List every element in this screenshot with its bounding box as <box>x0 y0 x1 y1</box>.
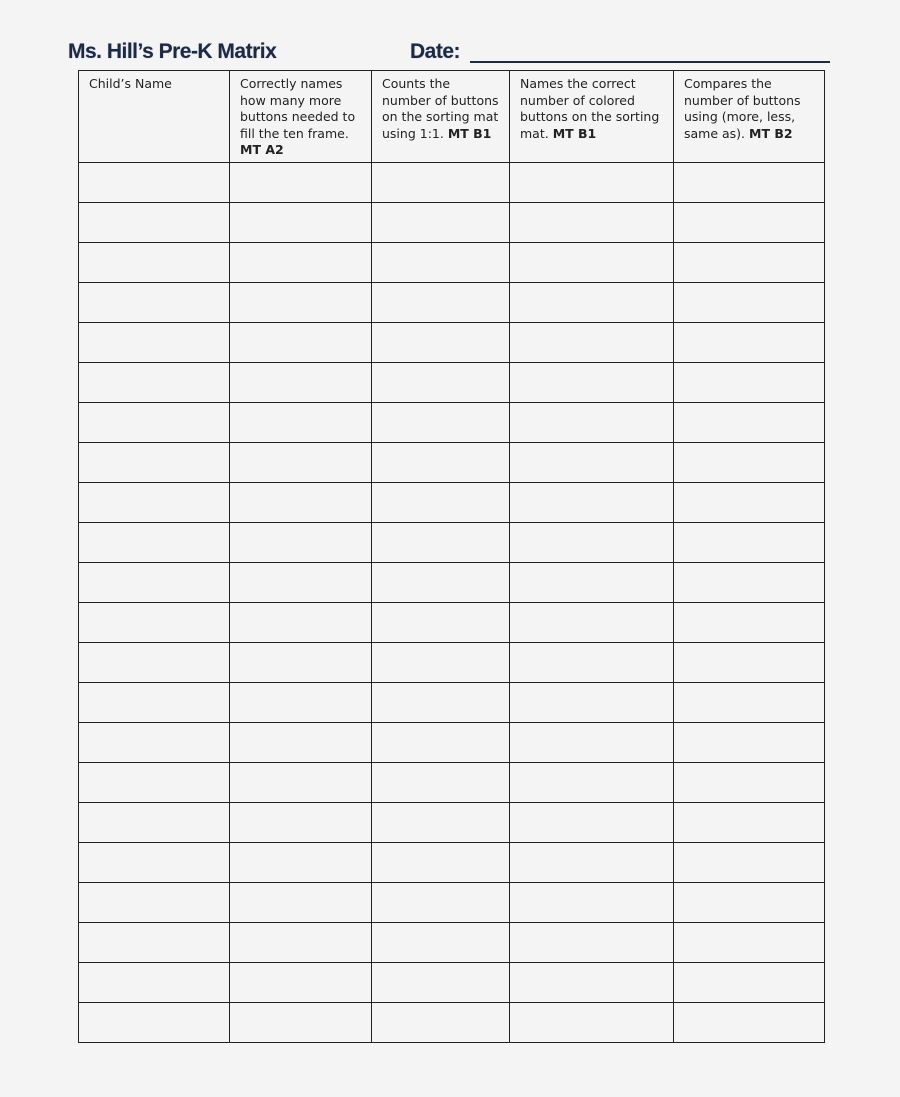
table-cell[interactable] <box>674 923 825 963</box>
table-cell[interactable] <box>230 523 372 563</box>
column-header-counts-buttons <box>372 71 510 163</box>
column-header-text: Names the correct number of colored buttons on the sorting mat. <box>520 76 660 141</box>
table-row <box>79 563 825 603</box>
table-cell[interactable] <box>510 443 674 483</box>
table-cell[interactable] <box>79 923 230 963</box>
table-cell[interactable] <box>372 1003 510 1043</box>
table-cell[interactable] <box>230 843 372 883</box>
table-cell[interactable] <box>372 763 510 803</box>
table-cell[interactable] <box>372 883 510 923</box>
table-cell[interactable] <box>230 203 372 243</box>
table-cell[interactable] <box>79 803 230 843</box>
table-cell[interactable] <box>79 443 230 483</box>
table-cell[interactable] <box>674 1003 825 1043</box>
table-cell[interactable] <box>510 523 674 563</box>
table-cell[interactable] <box>230 763 372 803</box>
table-row <box>79 763 825 803</box>
table-cell[interactable] <box>230 483 372 523</box>
table-row <box>79 843 825 883</box>
table-cell[interactable] <box>230 723 372 763</box>
table-row <box>79 483 825 523</box>
table-cell[interactable] <box>372 363 510 403</box>
table-cell[interactable] <box>79 963 230 1003</box>
column-header-compares-buttons <box>674 71 825 163</box>
table-cell[interactable] <box>79 523 230 563</box>
table-cell[interactable] <box>510 963 674 1003</box>
table-cell[interactable] <box>510 483 674 523</box>
table-cell[interactable] <box>674 283 825 323</box>
table-row <box>79 443 825 483</box>
table-cell[interactable] <box>372 483 510 523</box>
table-cell[interactable] <box>79 843 230 883</box>
table-cell[interactable] <box>79 403 230 443</box>
table-row <box>79 283 825 323</box>
table-cell[interactable] <box>230 603 372 643</box>
table-cell[interactable] <box>372 923 510 963</box>
table-cell[interactable] <box>79 1003 230 1043</box>
table-row <box>79 163 825 203</box>
table-cell[interactable] <box>510 803 674 843</box>
table-cell[interactable] <box>510 763 674 803</box>
standard-code: MT B1 <box>552 125 597 141</box>
table-cell[interactable] <box>674 883 825 923</box>
table-cell[interactable] <box>230 323 372 363</box>
table-cell[interactable] <box>674 443 825 483</box>
table-cell[interactable] <box>510 683 674 723</box>
page-title: Ms. Hill’s Pre-K Matrix <box>68 40 277 63</box>
table-cell[interactable] <box>230 963 372 1003</box>
table-cell[interactable] <box>79 643 230 683</box>
table-cell[interactable] <box>510 603 674 643</box>
table-row <box>79 203 825 243</box>
table-cell[interactable] <box>674 843 825 883</box>
standard-code: MT A2 <box>240 142 284 157</box>
table-cell[interactable] <box>372 723 510 763</box>
table-cell[interactable] <box>510 403 674 443</box>
table-cell[interactable] <box>674 323 825 363</box>
column-header-names-colored-buttons <box>510 71 674 163</box>
date-label: Date: <box>410 40 461 63</box>
table-cell[interactable] <box>674 563 825 603</box>
table-cell[interactable] <box>372 963 510 1003</box>
table-cell[interactable] <box>674 963 825 1003</box>
table-cell[interactable] <box>674 403 825 443</box>
table-cell[interactable] <box>230 1003 372 1043</box>
table-cell[interactable] <box>372 403 510 443</box>
table-row <box>79 723 825 763</box>
column-header-text: Correctly names how many more buttons needed to fill the ten frame. <box>240 76 356 141</box>
matrix-body <box>79 163 825 1043</box>
table-row <box>79 923 825 963</box>
table-cell[interactable] <box>79 763 230 803</box>
table-cell[interactable] <box>79 563 230 603</box>
table-cell[interactable] <box>230 683 372 723</box>
date-field-line[interactable] <box>470 61 830 63</box>
table-cell[interactable] <box>674 723 825 763</box>
table-cell[interactable] <box>674 243 825 283</box>
table-row <box>79 683 825 723</box>
table-cell[interactable] <box>230 403 372 443</box>
header-row <box>79 71 825 163</box>
table-row <box>79 363 825 403</box>
table-cell[interactable] <box>79 163 230 203</box>
table-cell[interactable] <box>372 643 510 683</box>
table-cell[interactable] <box>674 523 825 563</box>
table-cell[interactable] <box>79 323 230 363</box>
table-cell[interactable] <box>510 643 674 683</box>
table-cell[interactable] <box>510 843 674 883</box>
table-cell[interactable] <box>372 843 510 883</box>
column-header-ten-frame <box>230 71 372 163</box>
table-cell[interactable] <box>230 923 372 963</box>
table-row <box>79 643 825 683</box>
table-cell[interactable] <box>510 923 674 963</box>
table-row <box>79 243 825 283</box>
table-cell[interactable] <box>79 883 230 923</box>
table-cell[interactable] <box>674 203 825 243</box>
table-cell[interactable] <box>230 443 372 483</box>
table-cell[interactable] <box>79 283 230 323</box>
table-cell[interactable] <box>674 483 825 523</box>
table-cell[interactable] <box>230 283 372 323</box>
table-cell[interactable] <box>510 883 674 923</box>
table-cell[interactable] <box>372 283 510 323</box>
table-cell[interactable] <box>372 563 510 603</box>
table-cell[interactable] <box>372 243 510 283</box>
standard-code: MT B1 <box>447 125 492 141</box>
table-row <box>79 403 825 443</box>
table-row <box>79 1003 825 1043</box>
table-cell[interactable] <box>230 883 372 923</box>
column-header-text: Compares the number of buttons using (more, less, same as). <box>684 76 801 141</box>
table-cell[interactable] <box>79 483 230 523</box>
table-cell[interactable] <box>674 763 825 803</box>
table-cell[interactable] <box>510 283 674 323</box>
table-row <box>79 803 825 843</box>
table-cell[interactable] <box>510 203 674 243</box>
table-cell[interactable] <box>372 203 510 243</box>
column-header-text: Counts the number of buttons on the sorting mat using 1:1. <box>382 76 499 141</box>
table-cell[interactable] <box>79 363 230 403</box>
table-row <box>79 323 825 363</box>
table-cell[interactable] <box>230 643 372 683</box>
column-header-text: Child’s Name <box>89 76 172 91</box>
table-cell[interactable] <box>510 363 674 403</box>
table-cell[interactable] <box>510 563 674 603</box>
table-cell[interactable] <box>674 643 825 683</box>
table-cell[interactable] <box>510 1003 674 1043</box>
table-cell[interactable] <box>510 323 674 363</box>
table-cell[interactable] <box>79 203 230 243</box>
table-cell[interactable] <box>79 683 230 723</box>
table-cell[interactable] <box>79 243 230 283</box>
table-cell[interactable] <box>79 603 230 643</box>
table-cell[interactable] <box>230 363 372 403</box>
table-cell[interactable] <box>230 563 372 603</box>
assessment-matrix-table <box>78 70 825 1043</box>
table-row <box>79 603 825 643</box>
standard-code: MT B2 <box>749 125 793 141</box>
table-cell[interactable] <box>230 243 372 283</box>
table-cell[interactable] <box>372 163 510 203</box>
table-cell[interactable] <box>674 683 825 723</box>
table-row <box>79 963 825 1003</box>
table-cell[interactable] <box>674 803 825 843</box>
table-cell[interactable] <box>674 163 825 203</box>
table-cell[interactable] <box>230 163 372 203</box>
table-cell[interactable] <box>510 163 674 203</box>
table-cell[interactable] <box>230 803 372 843</box>
table-row <box>79 883 825 923</box>
table-cell[interactable] <box>674 363 825 403</box>
table-cell[interactable] <box>372 803 510 843</box>
column-header-childs-name <box>79 71 230 163</box>
table-cell[interactable] <box>372 443 510 483</box>
table-cell[interactable] <box>510 723 674 763</box>
table-cell[interactable] <box>372 323 510 363</box>
table-cell[interactable] <box>372 603 510 643</box>
table-cell[interactable] <box>372 523 510 563</box>
table-cell[interactable] <box>674 603 825 643</box>
table-cell[interactable] <box>510 243 674 283</box>
table-cell[interactable] <box>79 723 230 763</box>
table-row <box>79 523 825 563</box>
table-cell[interactable] <box>372 683 510 723</box>
